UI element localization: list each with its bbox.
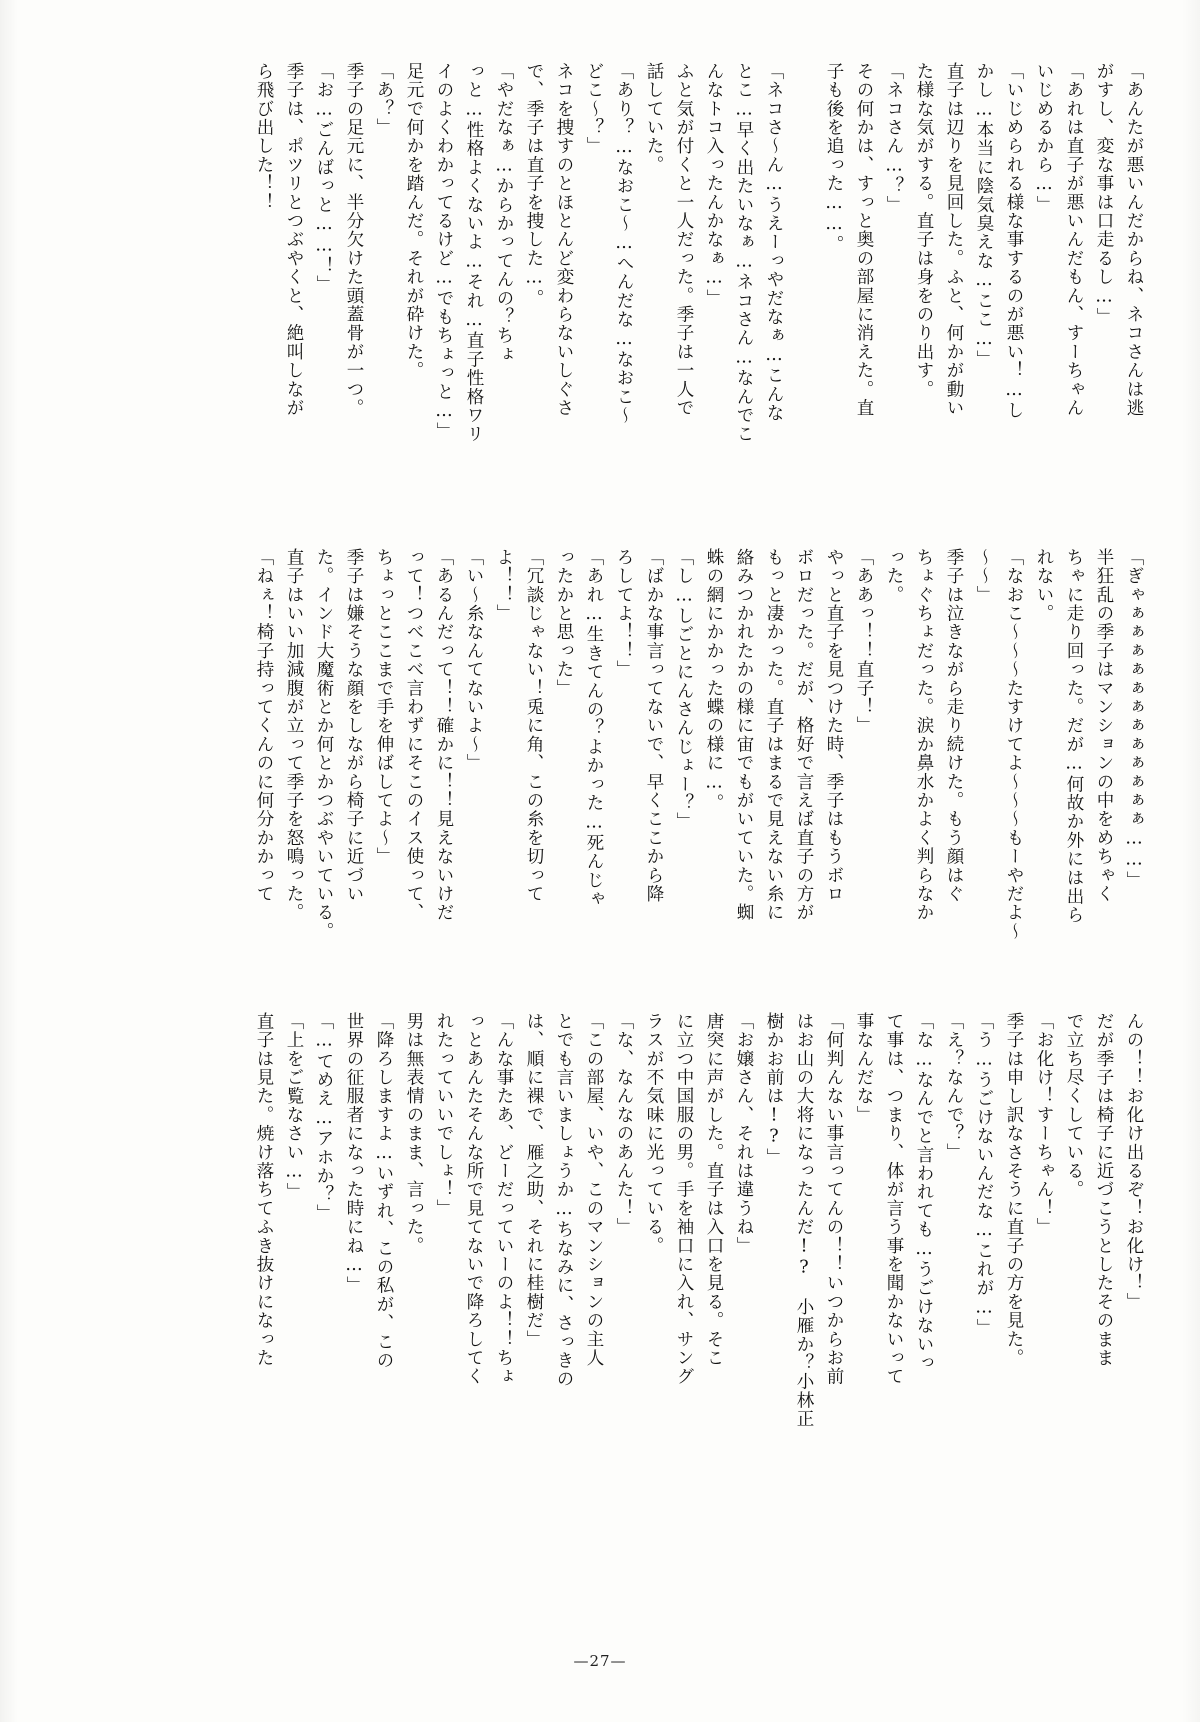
text-column: は、順に裸で、雁之助、それに桂樹だ」 bbox=[524, 1012, 544, 1349]
text-column: 「い～糸なんてないよ～」 bbox=[464, 548, 484, 773]
page-right-shadow bbox=[1182, 0, 1200, 1722]
text-column: 「あるんだって！！確かに！！見えないけだ bbox=[434, 548, 454, 922]
text-column: 「あり？…なおこ～…へんだな…なおこ～ bbox=[614, 62, 634, 425]
text-column: イのよくわかってるけど…でもちょっと…」 bbox=[434, 62, 454, 441]
text-column: はお山の大将になったんだ!? 小雁か？小林正 bbox=[794, 1012, 814, 1429]
text-column: 「ばかな事言ってないで、早くここから降 bbox=[644, 548, 664, 904]
text-column: 「な、なんなのあんた！」 bbox=[614, 1012, 634, 1237]
text-column: 「この部屋、いや、このマンションの主人 bbox=[584, 1012, 604, 1368]
text-column: がすし、変な事は口走るし…」 bbox=[1094, 62, 1114, 327]
text-column: 「あれ…生きてんの？よかった…死んじゃ bbox=[584, 548, 604, 909]
text-column: ボロだった。だが、格好で言えば直子の方が bbox=[794, 548, 814, 922]
text-column: 直子は辺りを見回した。ふと、何かが動い bbox=[944, 62, 964, 418]
text-column: ふと気が付くと一人だった。季子は一人で bbox=[674, 62, 694, 418]
text-column: 唐突に声がした。直子は入口を見る。そこ bbox=[704, 1012, 724, 1368]
text-column: 季子は泣きながら走り続けた。もう顔はぐ bbox=[944, 548, 964, 904]
text-column: 「あれは直子が悪いんだもん、すーちゃん bbox=[1064, 62, 1084, 418]
text-column: やっと直子を見つけた時、季子はもうボロ bbox=[824, 548, 844, 904]
text-column: 「…てめえ…アホか？」 bbox=[314, 1012, 334, 1223]
text-column: もっと凄かった。直子はまるで見えない糸に bbox=[764, 548, 784, 922]
text-column: 季子は申し訳なさそうに直子の方を見た。 bbox=[1004, 1012, 1024, 1368]
text-column: 「な…なんでと言われても…うごけないっ bbox=[914, 1012, 934, 1373]
text-column: って！つべこべ言わずにそこのイス使って、 bbox=[404, 548, 424, 922]
text-column: 「降ろしますよ…いずれ、この私が、この bbox=[374, 1012, 394, 1370]
text-column: 子も後を追った……。 bbox=[824, 62, 844, 254]
text-band-middle bbox=[62, 548, 1142, 978]
text-column: 話していた。 bbox=[644, 62, 664, 175]
text-column: 「お…ごんばっと……！」 bbox=[314, 62, 334, 294]
text-column: ら飛び出した！！ bbox=[254, 62, 274, 212]
text-column: 「何判んない事言ってんの！！いつからお前 bbox=[824, 1012, 844, 1386]
text-column: 直子はいい加減腹が立って季子を怒鳴った。 bbox=[284, 548, 304, 922]
text-column: 足元で何かを踏んだ。それが砕けた。 bbox=[404, 62, 424, 380]
text-column: で立ち尽くしている。 bbox=[1064, 1012, 1084, 1199]
text-column: 季子は嫌そうな顔をしながら椅子に近づい bbox=[344, 548, 364, 904]
text-column: ちょっとここまで手を伸ばしてよ～」 bbox=[374, 548, 394, 866]
text-column: 「お嬢さん、それは違うね」 bbox=[734, 1012, 754, 1256]
text-column: に立つ中国服の男。手を袖口に入れ、サング bbox=[674, 1012, 694, 1386]
text-column: 「ねぇ！椅子持ってくんのに何分かかって bbox=[254, 548, 274, 904]
text-column: ～～」 bbox=[974, 548, 994, 605]
text-column: ったかと思った」 bbox=[554, 548, 574, 698]
text-column: 「いじめられる様な事するのが悪い！…し bbox=[1004, 62, 1024, 420]
text-column: 樹かお前は!?」 bbox=[764, 1012, 784, 1167]
page-number: —27— bbox=[573, 1652, 627, 1670]
text-column: とでも言いましょうか…ちなみに、さっきの bbox=[554, 1012, 574, 1389]
text-column bbox=[782, 62, 812, 512]
text-column: た。インド大魔術とか何とかつぶやいている。 bbox=[314, 548, 334, 941]
text-column: 「し…しごとにんさんじょー？」 bbox=[674, 548, 694, 831]
text-band-bottom bbox=[62, 1012, 1142, 1432]
text-column: 「やだなぁ…からかってんの？ちょ bbox=[494, 62, 514, 364]
text-column: ネコを捜すのとほとんど変わらないしぐさ bbox=[554, 62, 574, 418]
text-column: 「なおこ～～～たすけてよ～～～もーやだよ～ bbox=[1004, 548, 1024, 941]
text-column: っと…性格よくないよ…それ…直子性格ワリ bbox=[464, 62, 484, 444]
text-column: った。 bbox=[884, 548, 904, 605]
text-column: 季子の足元に、半分欠けた頭蓋骨が一つ。 bbox=[344, 62, 364, 418]
text-column: 「上をご覧なさい…」 bbox=[284, 1012, 304, 1202]
text-column: その何かは、すっと奥の部屋に消えた。直 bbox=[854, 62, 874, 418]
text-column: ちゃに走り回った。だが…何故か外には出ら bbox=[1064, 548, 1084, 925]
text-column: だが季子は椅子に近づこうとしたそのまま bbox=[1094, 1012, 1114, 1368]
text-column: 蛛の網にかかった蝶の様に…。 bbox=[704, 548, 724, 813]
text-column: どこ～？」 bbox=[584, 62, 604, 156]
text-column: 男は無表情のまま、言った。 bbox=[404, 1012, 424, 1256]
text-column: た様な気がする。直子は身をのり出す。 bbox=[914, 62, 934, 399]
text-column: かし…本当に陰気臭えな…ここ…」 bbox=[974, 62, 994, 369]
text-column: 世界の征服者になった時にね…」 bbox=[344, 1012, 364, 1295]
text-column: れない。 bbox=[1034, 548, 1054, 623]
text-column: 「ああっ！！直子！」 bbox=[854, 548, 874, 735]
text-column: 「ネコさ～ん…うえーっやだなぁ…こんな bbox=[764, 62, 784, 423]
text-column: 「え？なんで？」 bbox=[944, 1012, 964, 1162]
text-column: 「あんたが悪いんだからね、ネコさんは逃 bbox=[1124, 62, 1144, 418]
text-column: 「冗談じゃない！兎に角、この糸を切って bbox=[524, 548, 544, 904]
text-band-top bbox=[62, 62, 1142, 512]
text-column: 「お化け！すーちゃん！」 bbox=[1034, 1012, 1054, 1237]
text-column: 「ネコさん…？」 bbox=[884, 62, 904, 215]
text-column: よ！！」 bbox=[494, 548, 514, 623]
text-column: んの！！お化け出るぞ！お化け！」 bbox=[1124, 1012, 1144, 1312]
text-column: 直子は見た。焼け落ちてふき抜けになった bbox=[254, 1012, 274, 1368]
text-column: 「あ？」 bbox=[374, 62, 394, 137]
text-column: れたっていいでしょ！」 bbox=[434, 1012, 454, 1218]
text-column: 「う…うごけないんだな…これが…」 bbox=[974, 1012, 994, 1338]
text-column: 半狂乱の季子はマンションの中をめちゃく bbox=[1094, 548, 1114, 904]
page-left-shadow bbox=[0, 0, 18, 1722]
text-column: 「ぎゃぁぁぁぁぁぁぁぁぁぁぁぁ……」 bbox=[1124, 548, 1144, 890]
text-column: いじめるから…」 bbox=[1034, 62, 1054, 215]
text-column: で、季子は直子を捜した…。 bbox=[524, 62, 544, 308]
text-column: 「んな事たあ、どーだっていーのよ！！ちょ bbox=[494, 1012, 514, 1386]
text-column: 絡みつかれたかの様に宙でもがいていた。蜘 bbox=[734, 548, 754, 922]
text-column: んなトコ入ったんかなぁ…」 bbox=[704, 62, 724, 308]
text-column: ラスが不気味に光っている。 bbox=[644, 1012, 664, 1256]
text-column: て事は、つまり、体が言う事を聞かないって bbox=[884, 1012, 904, 1386]
text-column: ちょぐちょだった。涙か鼻水かよく判らなか bbox=[914, 548, 934, 922]
text-column: とこ…早く出たいなぁ…ネコさん…なんでこ bbox=[734, 62, 754, 444]
text-column: ろしてよ！！」 bbox=[614, 548, 634, 679]
text-column: っとあんたそんな所で見てないで降ろしてく bbox=[464, 1012, 484, 1386]
text-column: 季子は、ポツリとつぶやくと、絶叫しなが bbox=[284, 62, 304, 418]
text-column: 事なんだな」 bbox=[854, 1012, 874, 1125]
